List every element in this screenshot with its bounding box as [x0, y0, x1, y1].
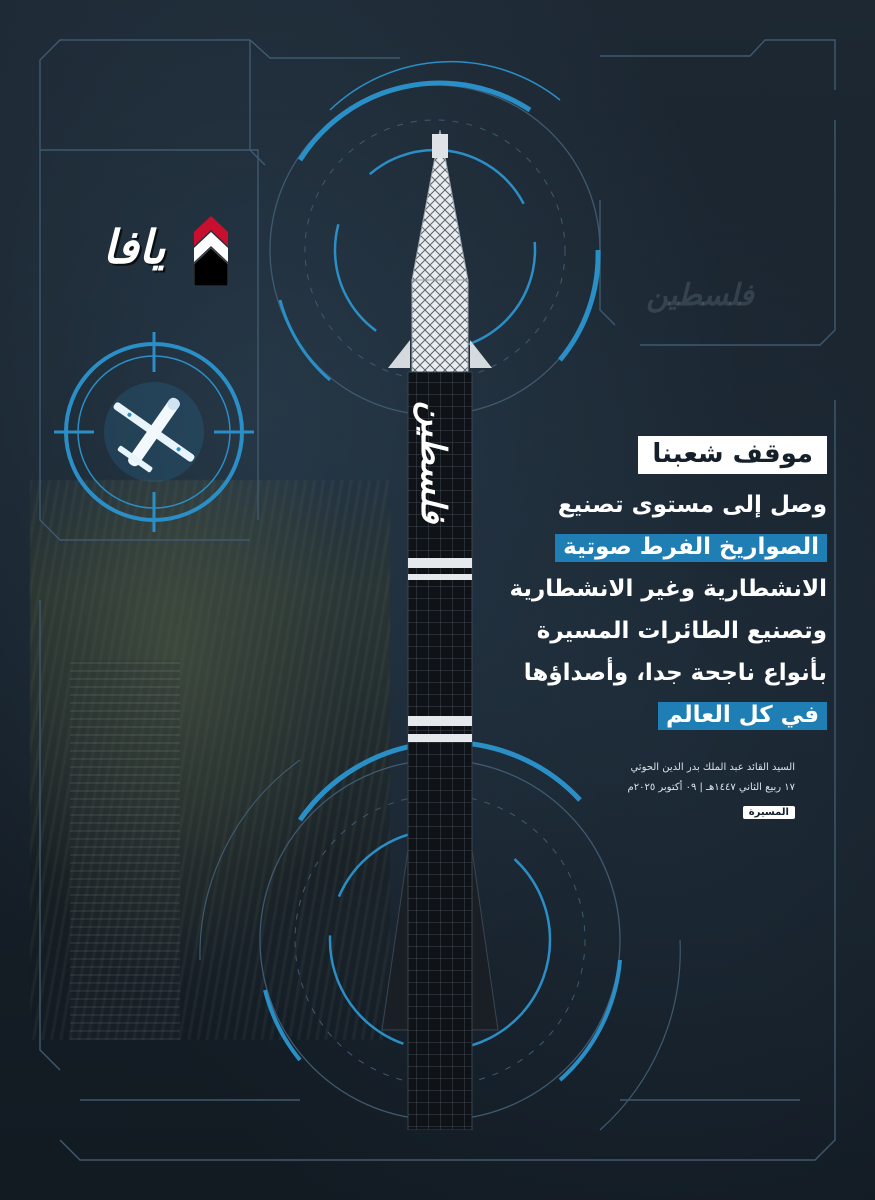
quote-line-3: الانشطارية وغير الانشطارية — [509, 576, 827, 602]
quote-headline: موقف شعبنا — [638, 436, 827, 474]
watermark-text: فلسطين — [646, 278, 754, 313]
drone-crosshair — [54, 332, 254, 532]
attribution — [535, 758, 795, 819]
source-logo: المسيرة — [743, 806, 795, 819]
quote-line-2 — [437, 532, 827, 562]
logo-text: يافا — [102, 220, 166, 274]
speaker-name: السيد القائد عبد الملك بدر الدين الحوثي — [630, 762, 795, 773]
quote-line-6 — [437, 700, 827, 730]
quote-line-1: وصل إلى مستوى تصنيع — [557, 492, 827, 518]
date-line: ١٧ ربيع الثاني ١٤٤٧هـ | ٠٩ أكتوبر ٢٠٢٥م — [627, 782, 795, 793]
quote-line-4: وتصنيع الطائرات المسيرة — [536, 618, 827, 644]
quote-block — [437, 436, 827, 742]
quote-line-6-text: في كل العالم — [658, 702, 827, 730]
quote-line-5: بأنواع ناجحة جدا، وأصداؤها — [523, 660, 827, 686]
rocket-label: فلسطين — [413, 401, 453, 523]
flag-icon — [194, 216, 228, 286]
quote-line-2-text: الصواريخ الفرط صوتية — [555, 534, 827, 562]
brand-logo — [78, 212, 228, 292]
